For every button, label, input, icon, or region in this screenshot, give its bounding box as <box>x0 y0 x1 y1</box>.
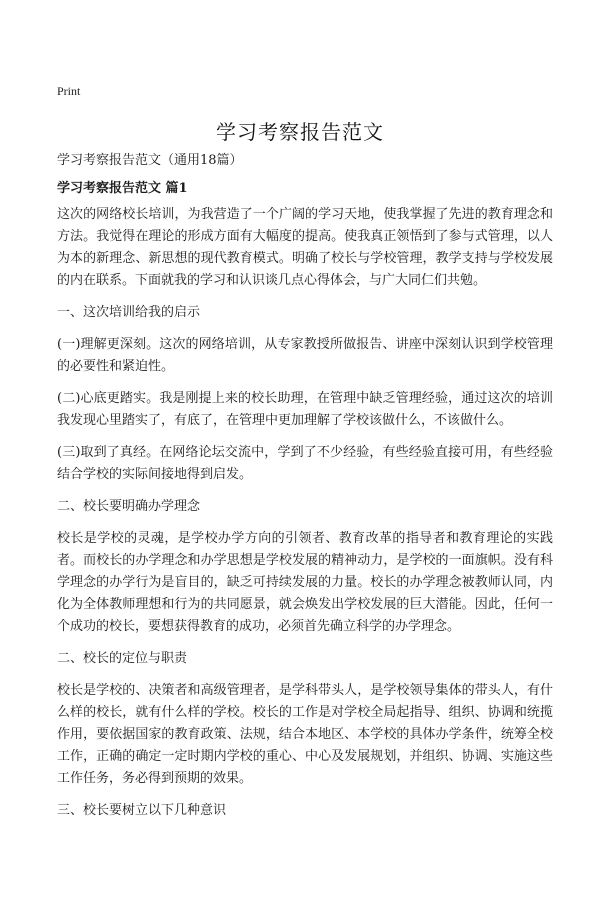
page-title: 学习考察报告范文 <box>216 120 384 144</box>
paragraph-understanding: (一)理解更深刻。这次的网络培训，从专家教授所做报告、讲座中深刻认识到学校管理的必要性和紧迫性。 <box>57 337 553 374</box>
heading-philosophy: 二、校长要明确办学理念 <box>57 499 201 514</box>
print-label: Print <box>57 84 81 98</box>
heading-inspiration: 一、这次培训给我的启示 <box>57 305 201 320</box>
document-body <box>57 150 553 832</box>
document-subtitle: 学习考察报告范文（通用18篇） <box>57 153 243 168</box>
paragraph-philosophy: 校长是学校的灵魂，是学校办学方向的引领者、教育改革的指导者和教育理论的实践者。而校长的办学理念和办学思想是学校发展的精神动力，是学校的一面旗帜。没有科学理念的办学行为是盲目的，缺乏可持续发展的力量。校长的办学理念被教师认同，内化为全体教师理想和行为的共同愿景，就会焕发出学校发展的巨大潜能。因此，任何一个成功的校长，要想获得教育的成功，必须首先确立科学的办学理念。 <box>57 531 553 634</box>
paragraph-experience: (三)取到了真经。在网络论坛交流中，学到了不少经验，有些经验直接可用，有些经验结合学校的实际间接地得到启发。 <box>57 445 553 482</box>
heading-role: 二、校长的定位与职责 <box>57 651 188 666</box>
paragraph-role: 校长是学校的、决策者和高级管理者，是学科带头人，是学校领导集体的带头人，有什么样的校长，就有什么样的学校。校长的工作是对学校全局起指导、组织、协调和统揽作用，要依据国家的教育政策、法规，结合本地区、本学校的具体办学条件，统筹全校工作，正确的确定一定时期内学校的重心、中心及发展规划，并组织、协调、实施这些工作任务，务必得到预期的效果。 <box>57 683 553 786</box>
heading-awareness: 三、校长要树立以下几种意识 <box>57 803 227 818</box>
paragraph-intro: 这次的网络校长培训，为我营造了一个广阔的学习天地，使我掌握了先进的教育理念和方法。我觉得在理论的形成方面有大幅度的提高。使我真正领悟到了参与式管理，以人为本的新理念、新思想的现代教育模式。明确了校长与学校管理，教学支持与学校发展的内在联系。下面就我的学习和认识谈几点心得体会，与广大同仁们共勉。 <box>57 207 553 288</box>
paragraph-confidence: (二)心底更踏实。我是刚提上来的校长助理，在管理中缺乏管理经验，通过这次的培训我发现心里踏实了，有底了，在管理中更加理解了学校该做什么，不该做什么。 <box>57 391 553 428</box>
section-heading: 学习考察报告范文 篇1 <box>57 181 188 196</box>
